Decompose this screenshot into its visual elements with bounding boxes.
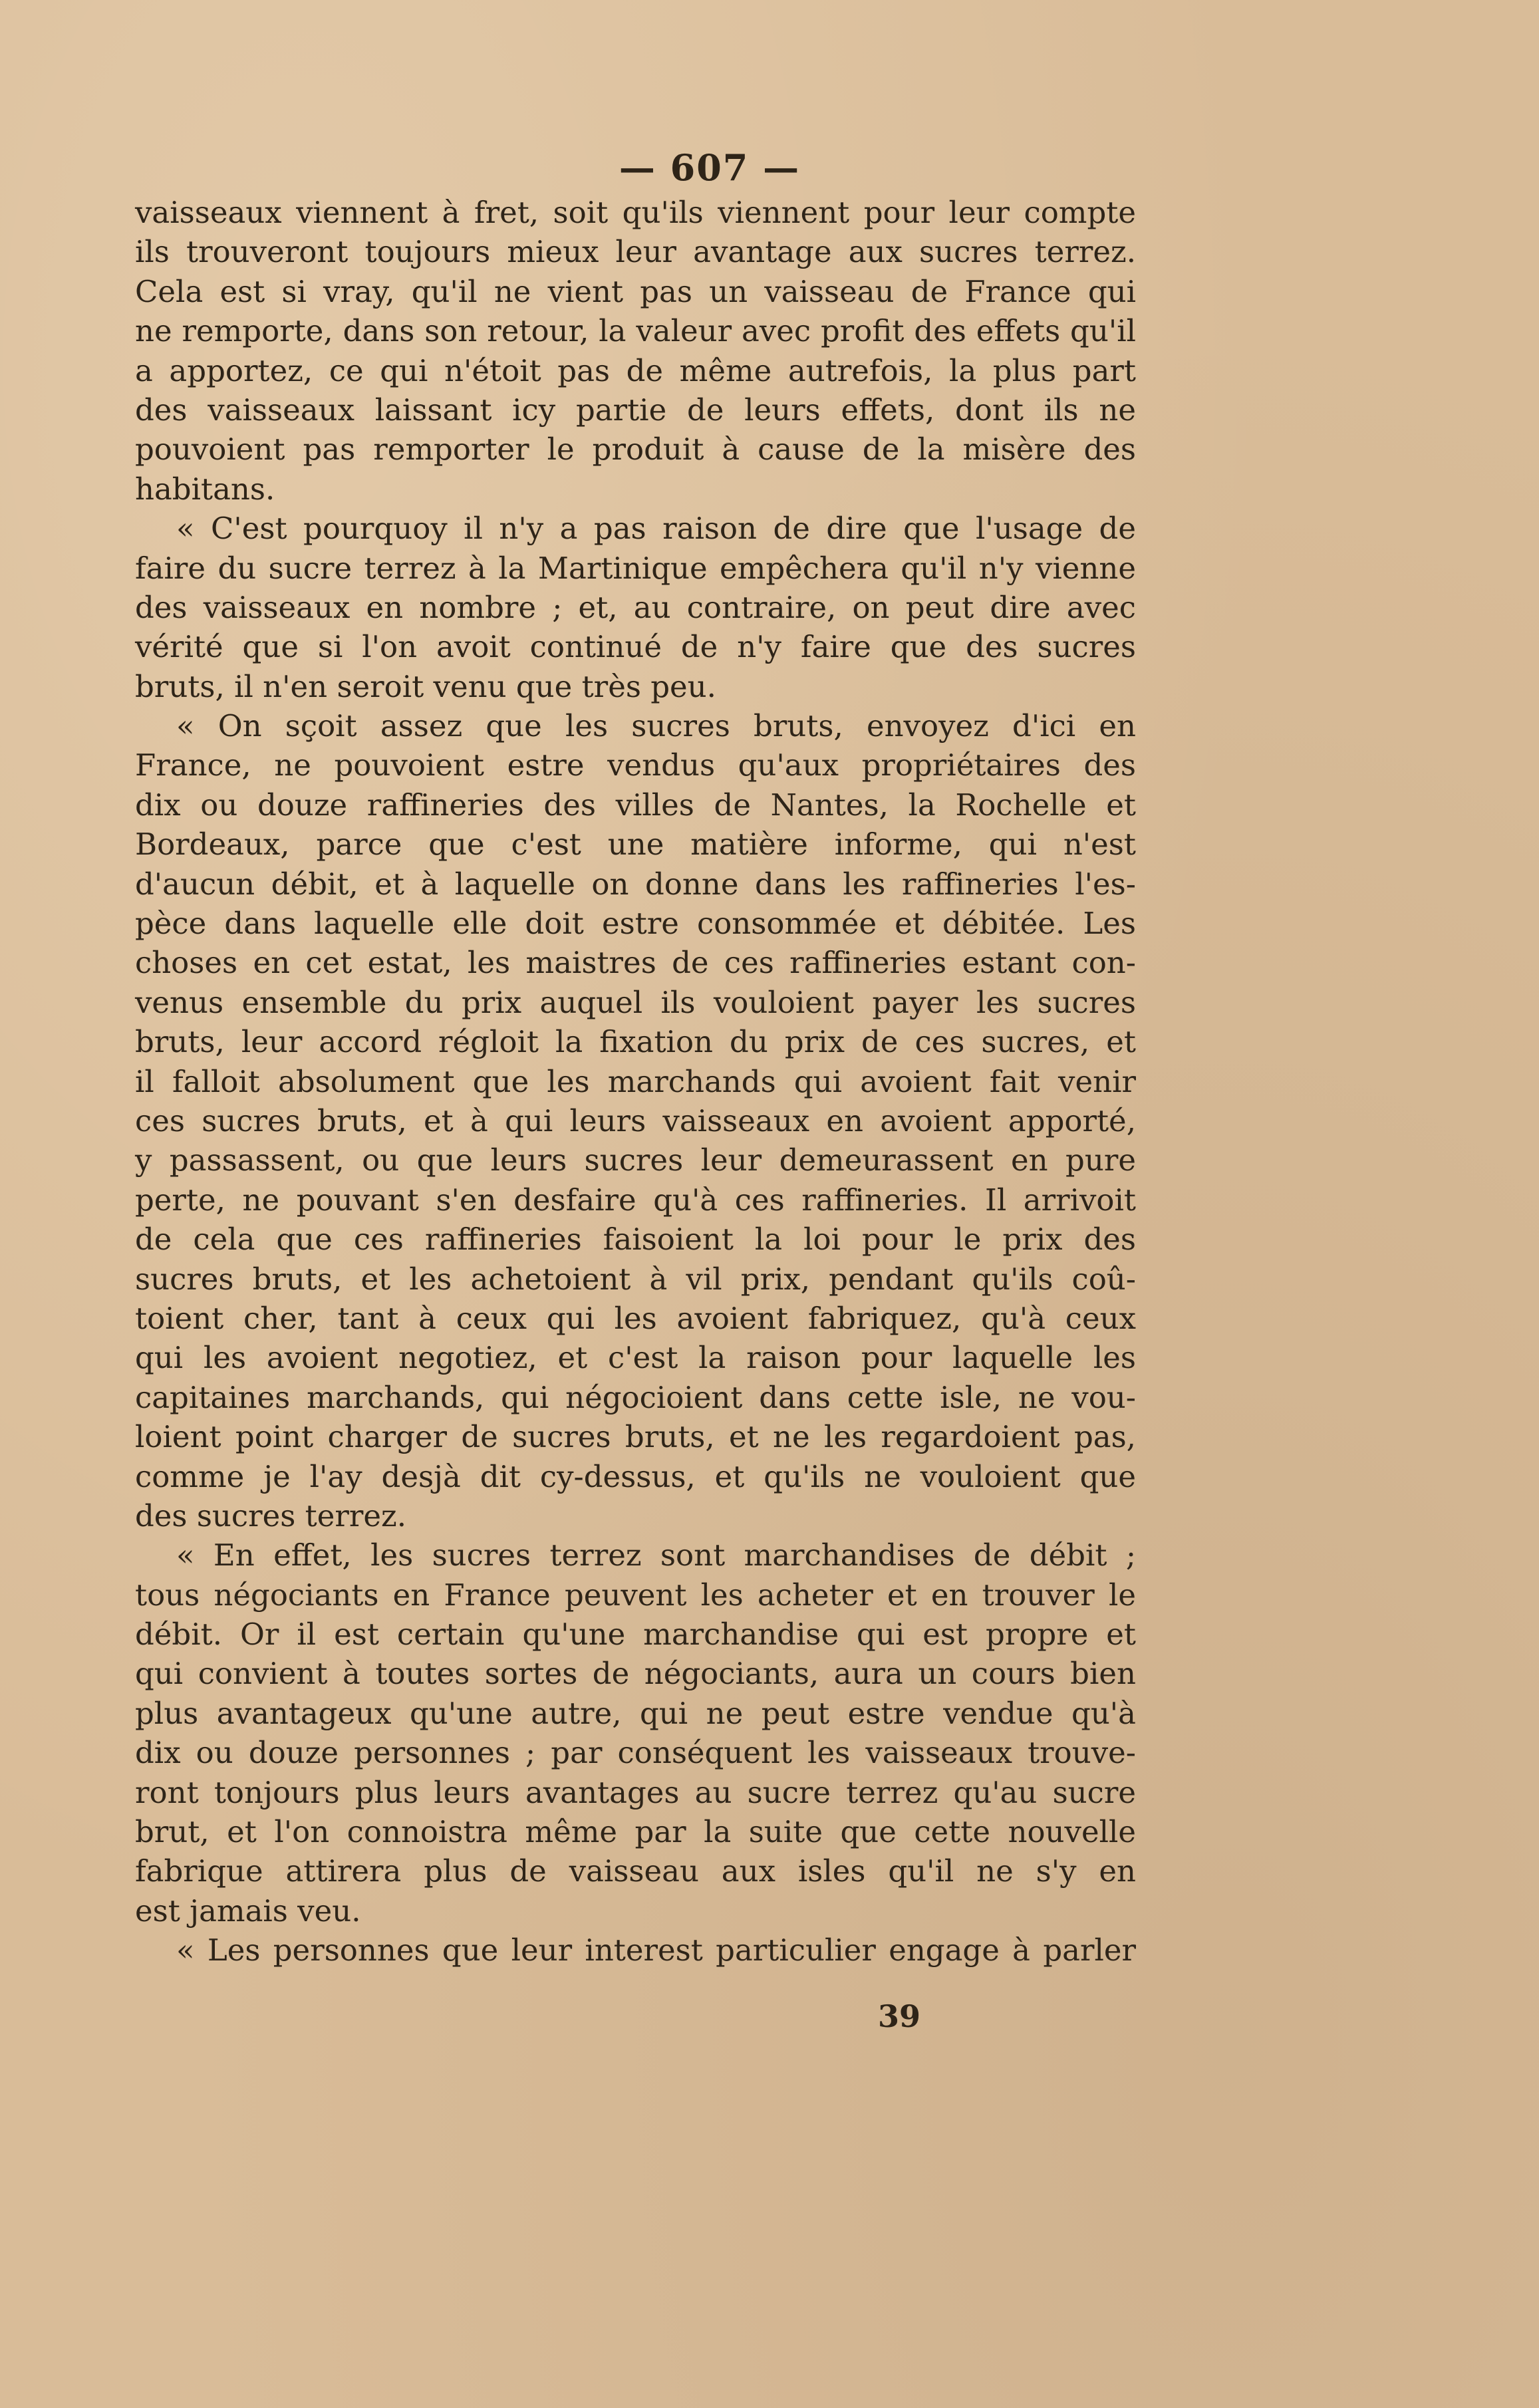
text-line: Bordeaux, parce que c'est une matière informe, qui n'est bbox=[135, 827, 1136, 863]
text-line: qui les avoient negotiez, et c'est la raison pour laquelle les bbox=[135, 1340, 1136, 1376]
text-line: vaisseaux viennent à fret, soit qu'ils viennent pour leur compte bbox=[135, 195, 1136, 230]
text-line: toient cher, tant à ceux qui les avoient fabriquez, qu'à ceux bbox=[135, 1300, 1136, 1336]
text-line: dix ou douze raffineries des villes de Nantes, la Rochelle et bbox=[135, 787, 1136, 823]
text-line: bruts, leur accord régloit la fixation du prix de ces sucres, et bbox=[135, 1024, 1136, 1060]
paragraph bbox=[135, 706, 1136, 1536]
text-line: « On sçoit assez que les sucres bruts, envoyez d'ici en bbox=[176, 708, 1136, 744]
text-line: pèce dans laquelle elle doit estre consommée et débitée. Les bbox=[135, 906, 1136, 942]
text-line: perte, ne pouvant s'en desfaire qu'à ces raffineries. Il arrivoit bbox=[135, 1182, 1136, 1218]
text-line: d'aucun débit, et à laquelle on donne dans les raffineries l'es- bbox=[135, 866, 1136, 902]
text-line: des vaisseaux laissant icy partie de leurs effets, dont ils ne bbox=[135, 392, 1136, 428]
text-line: des sucres terrez. bbox=[135, 1498, 407, 1534]
text-line: dix ou douze personnes ; par conséquent les vaisseaux trouve- bbox=[135, 1735, 1136, 1771]
text-line: a apportez, ce qui n'étoit pas de même autrefois, la plus part bbox=[135, 352, 1136, 388]
text-line: tous négociants en France peuvent les acheter et en trouver le bbox=[135, 1577, 1136, 1613]
text-line: vérité que si l'on avoit continué de n'y faire que des sucres bbox=[135, 629, 1136, 665]
text-line: habitans. bbox=[135, 471, 275, 507]
paragraph bbox=[135, 509, 1136, 706]
text-line: loient point charger de sucres bruts, et ne les regardoient pas, bbox=[135, 1419, 1136, 1455]
text-line: de cela que ces raffineries faisoient la loi pour le prix des bbox=[135, 1222, 1136, 1258]
text-line: brut, et l'on connoistra même par la suite que cette nouvelle bbox=[135, 1814, 1136, 1850]
text-line: est jamais veu. bbox=[135, 1893, 361, 1929]
text-line: « C'est pourquoy il n'y a pas raison de dire que l'usage de bbox=[176, 511, 1136, 547]
paragraph bbox=[135, 1536, 1136, 1931]
text-line: qui convient à toutes sortes de négociants, aura un cours bien bbox=[135, 1656, 1136, 1692]
body-text bbox=[135, 193, 1136, 1970]
text-line: pouvoient pas remporter le produit à cause de la misère des bbox=[135, 432, 1136, 468]
text-line: ront tonjours plus leurs avantages au sucre terrez qu'au sucre bbox=[135, 1774, 1136, 1810]
text-line: plus avantageux qu'une autre, qui ne peut estre vendue qu'à bbox=[135, 1695, 1136, 1731]
text-line: débit. Or il est certain qu'une marchandise qui est propre et bbox=[135, 1617, 1136, 1653]
text-line: y passassent, ou que leurs sucres leur demeurassent en pure bbox=[135, 1142, 1136, 1178]
text-line: Cela est si vray, qu'il ne vient pas un vaisseau de France qui bbox=[135, 273, 1136, 309]
text-line: ils trouveront toujours mieux leur avantage aux sucres terrez. bbox=[135, 234, 1136, 270]
text-line: sucres bruts, et les achetoient à vil prix, pendant qu'ils coû- bbox=[135, 1261, 1136, 1297]
signature-mark: 39 bbox=[878, 1998, 921, 2034]
text-line: faire du sucre terrez à la Martinique empêchera qu'il n'y vienne bbox=[135, 550, 1136, 586]
page-number: — 607 — bbox=[619, 146, 801, 189]
text-line: capitaines marchands, qui négocioient dans cette isle, ne vou- bbox=[135, 1379, 1136, 1415]
text-line: « Les personnes que leur interest particulier engage à parler bbox=[176, 1933, 1136, 1968]
paragraph bbox=[135, 1931, 1136, 1970]
text-line: comme je l'ay desjà dit cy-dessus, et qu'ils ne vouloient que bbox=[135, 1458, 1136, 1494]
text-line: ces sucres bruts, et à qui leurs vaisseaux en avoient apporté, bbox=[135, 1103, 1136, 1138]
paragraph bbox=[135, 193, 1136, 509]
text-line: choses en cet estat, les maistres de ces raffineries estant con- bbox=[135, 945, 1136, 981]
text-line: bruts, il n'en seroit venu que très peu. bbox=[135, 668, 716, 704]
text-line: fabrique attirera plus de vaisseau aux isles qu'il ne s'y en bbox=[135, 1853, 1136, 1889]
text-line: il falloit absolument que les marchands qui avoient fait venir bbox=[135, 1063, 1136, 1099]
text-line: ne remporte, dans son retour, la valeur avec profit des effets qu'il bbox=[135, 313, 1136, 349]
text-line: venus ensemble du prix auquel ils vouloient payer les sucres bbox=[135, 984, 1136, 1020]
text-line: France, ne pouvoient estre vendus qu'aux propriétaires des bbox=[135, 747, 1136, 783]
text-line: « En effet, les sucres terrez sont marchandises de débit ; bbox=[176, 1538, 1136, 1573]
text-line: des vaisseaux en nombre ; et, au contraire, on peut dire avec bbox=[135, 589, 1136, 625]
